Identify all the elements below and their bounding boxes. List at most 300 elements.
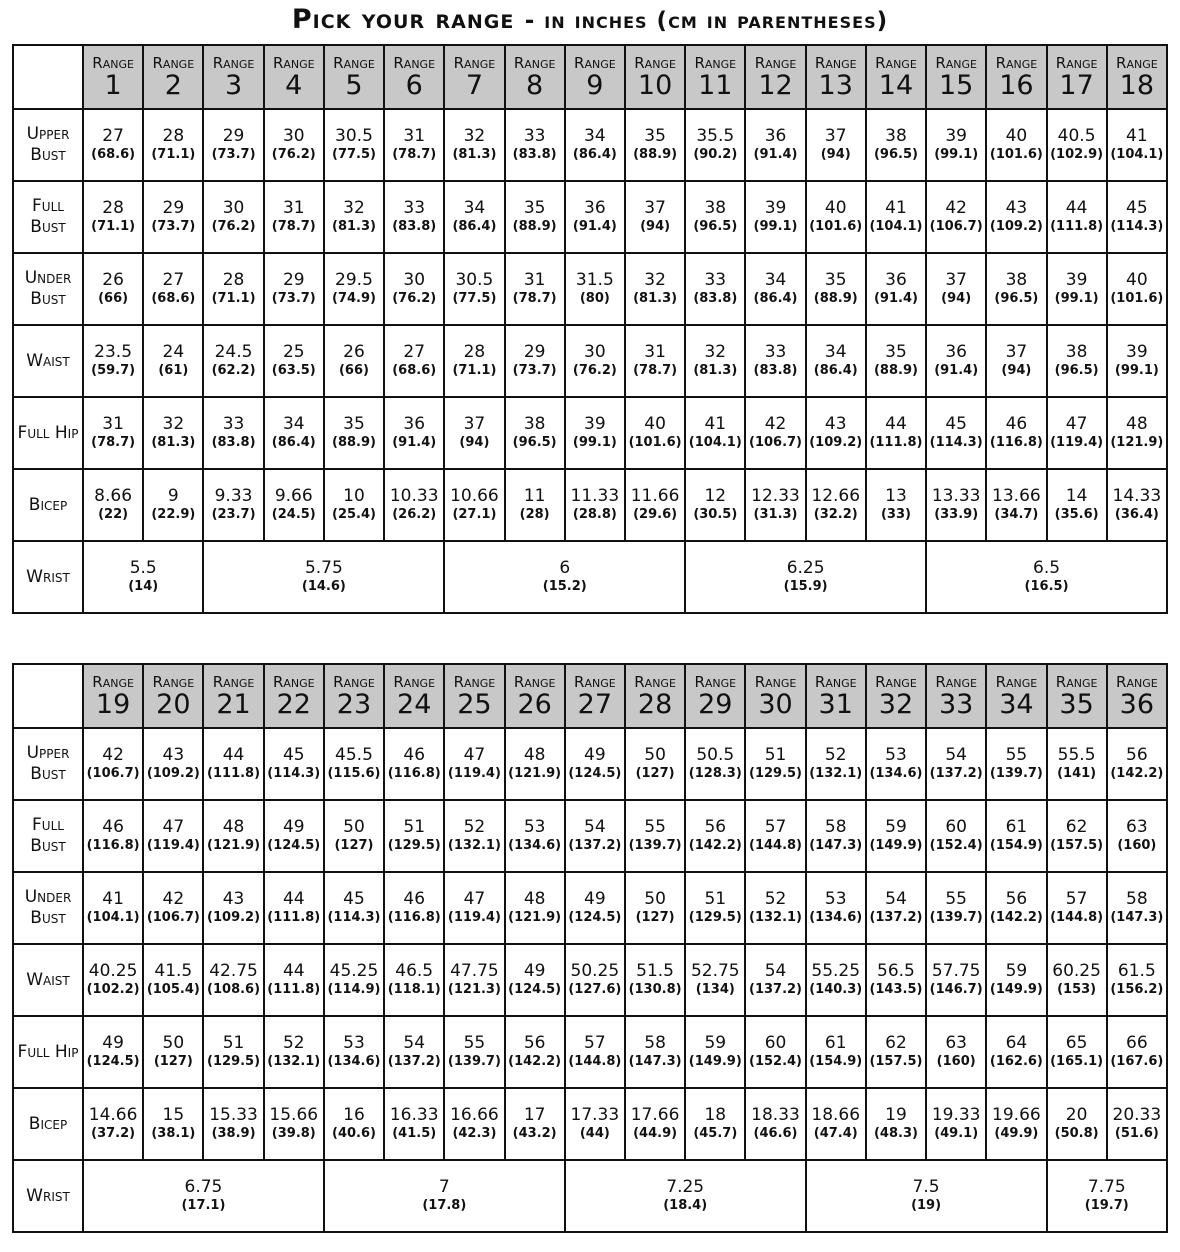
value-cm: (73.7) bbox=[271, 291, 316, 306]
value-inches: 13 bbox=[885, 486, 907, 506]
table-cell bbox=[685, 944, 745, 1016]
value-inches: 41.5 bbox=[154, 961, 193, 981]
value-cm: (111.8) bbox=[1050, 219, 1104, 234]
range-header bbox=[926, 45, 986, 109]
table-cell bbox=[1047, 109, 1107, 181]
table-cell bbox=[745, 181, 805, 253]
range-word: Range bbox=[92, 673, 134, 691]
value-cm: (139.7) bbox=[929, 910, 983, 925]
value-inches: 60 bbox=[764, 1033, 787, 1053]
range-word: Range bbox=[1055, 54, 1098, 72]
value-inches: 29 bbox=[162, 198, 185, 218]
value-inches: 5.75 bbox=[304, 558, 343, 578]
value-cm: (71.1) bbox=[452, 363, 497, 378]
value-cm: (22.9) bbox=[151, 507, 196, 522]
value-cm: (96.5) bbox=[873, 147, 918, 162]
table-cell bbox=[324, 325, 384, 397]
value-inches: 6 bbox=[559, 558, 571, 578]
table-cell bbox=[986, 181, 1046, 253]
value-inches: 18 bbox=[704, 1105, 727, 1125]
value-cm: (15.9) bbox=[783, 579, 828, 594]
value-cm: (156.2) bbox=[1110, 982, 1164, 997]
value-inches: 38 bbox=[1065, 342, 1088, 362]
row-label-full-bust: Full Bust bbox=[13, 181, 83, 253]
table-cell bbox=[264, 1016, 324, 1088]
value-cm: (28) bbox=[519, 507, 550, 522]
value-cm: (99.1) bbox=[572, 435, 617, 450]
value-cm: (81.3) bbox=[332, 219, 376, 234]
range-number: 34 bbox=[999, 689, 1034, 720]
row-label-under-bust: Under Bust bbox=[13, 253, 83, 325]
value-inches: 54 bbox=[945, 745, 967, 765]
value-cm: (106.7) bbox=[86, 766, 140, 781]
range-word: Range bbox=[1055, 673, 1098, 691]
value-inches: 20 bbox=[1065, 1105, 1088, 1125]
table-cell bbox=[565, 1016, 625, 1088]
table-cell bbox=[565, 181, 625, 253]
range-header bbox=[83, 45, 143, 109]
table-cell bbox=[203, 397, 263, 469]
range-number: 18 bbox=[1119, 70, 1155, 101]
table-cell bbox=[806, 109, 866, 181]
range-word: Range bbox=[1116, 673, 1158, 691]
row-label-upper-bust: Upper Bust bbox=[13, 109, 83, 181]
value-inches: 54 bbox=[764, 961, 787, 981]
value-inches: 42.75 bbox=[209, 961, 258, 981]
table-cell bbox=[444, 469, 504, 541]
header-row bbox=[13, 664, 1167, 728]
value-inches: 15.33 bbox=[209, 1105, 258, 1125]
table-cell bbox=[866, 800, 926, 872]
value-cm: (102.2) bbox=[86, 982, 140, 997]
row-label-waist: Waist bbox=[13, 944, 83, 1016]
value-cm: (128.3) bbox=[688, 766, 742, 781]
range-header bbox=[685, 664, 745, 728]
value-cm: (62.2) bbox=[211, 363, 256, 378]
table-cell bbox=[926, 872, 986, 944]
header-corner bbox=[13, 664, 83, 728]
range-word: Range bbox=[935, 54, 977, 72]
value-cm: (132.1) bbox=[749, 910, 803, 925]
range-word: Range bbox=[995, 673, 1038, 691]
value-cm: (23.7) bbox=[211, 507, 256, 522]
value-inches: 7.75 bbox=[1087, 1177, 1126, 1197]
value-inches: 57 bbox=[764, 817, 787, 837]
value-cm: (137.2) bbox=[387, 1054, 441, 1069]
value-cm: (78.7) bbox=[392, 147, 437, 162]
value-cm: (101.6) bbox=[809, 219, 863, 234]
table-cell bbox=[625, 800, 685, 872]
table-cell bbox=[1107, 397, 1167, 469]
value-cm: (38.9) bbox=[211, 1126, 256, 1141]
value-inches: 51 bbox=[704, 889, 727, 909]
value-cm: (94) bbox=[1001, 363, 1032, 378]
table-cell bbox=[1107, 109, 1167, 181]
value-cm: (91.4) bbox=[572, 219, 617, 234]
range-header bbox=[264, 45, 324, 109]
value-cm: (86.4) bbox=[572, 147, 617, 162]
table-cell bbox=[625, 872, 685, 944]
table-cell bbox=[565, 728, 625, 800]
value-cm: (29.6) bbox=[633, 507, 678, 522]
value-cm: (68.6) bbox=[151, 291, 196, 306]
value-inches: 55 bbox=[1005, 745, 1028, 765]
value-inches: 59 bbox=[1005, 961, 1028, 981]
table-cell bbox=[143, 800, 203, 872]
value-inches: 47 bbox=[162, 817, 185, 837]
table-cell bbox=[685, 325, 745, 397]
value-cm: (134.6) bbox=[809, 910, 863, 925]
value-inches: 36 bbox=[945, 342, 967, 362]
table-cell bbox=[505, 800, 565, 872]
table-cell bbox=[264, 1088, 324, 1160]
value-inches: 53 bbox=[523, 817, 546, 837]
value-inches: 34 bbox=[824, 342, 847, 362]
value-cm: (14.6) bbox=[301, 579, 346, 594]
range-number: 20 bbox=[156, 689, 191, 720]
table-cell bbox=[384, 181, 444, 253]
value-cm: (77.5) bbox=[332, 147, 376, 162]
value-cm: (14) bbox=[128, 579, 159, 594]
value-cm: (149.9) bbox=[688, 1054, 742, 1069]
range-number: 5 bbox=[345, 70, 363, 101]
value-cm: (139.7) bbox=[628, 838, 682, 853]
table-cell bbox=[203, 181, 263, 253]
value-inches: 35 bbox=[343, 414, 365, 434]
value-inches: 47 bbox=[1065, 414, 1088, 434]
value-inches: 45 bbox=[945, 414, 967, 434]
table-cell bbox=[806, 1016, 866, 1088]
range-header bbox=[384, 45, 444, 109]
range-word: Range bbox=[935, 673, 977, 691]
value-inches: 33 bbox=[403, 198, 426, 218]
value-cm: (147.3) bbox=[628, 1054, 682, 1069]
measurement-row bbox=[13, 1016, 1167, 1088]
table-cell bbox=[986, 253, 1046, 325]
value-inches: 60 bbox=[945, 817, 967, 837]
value-cm: (124.5) bbox=[508, 982, 562, 997]
wrist-cell bbox=[83, 1160, 324, 1232]
table-cell bbox=[83, 800, 143, 872]
value-cm: (63.5) bbox=[271, 363, 316, 378]
table-cell bbox=[505, 397, 565, 469]
value-cm: (111.8) bbox=[207, 766, 261, 781]
value-cm: (160) bbox=[936, 1054, 976, 1069]
table-cell bbox=[685, 728, 745, 800]
value-cm: (118.1) bbox=[387, 982, 441, 997]
value-cm: (111.8) bbox=[267, 982, 321, 997]
value-cm: (49.9) bbox=[994, 1126, 1039, 1141]
table-cell bbox=[384, 800, 444, 872]
table-cell bbox=[143, 944, 203, 1016]
value-inches: 51 bbox=[222, 1033, 245, 1053]
table-cell bbox=[565, 325, 625, 397]
range-header bbox=[625, 45, 685, 109]
value-cm: (41.5) bbox=[392, 1126, 437, 1141]
range-number: 32 bbox=[878, 689, 914, 720]
table-cell bbox=[986, 325, 1046, 397]
row-label-full-hip: Full Hip bbox=[13, 1016, 83, 1088]
table-cell bbox=[203, 469, 263, 541]
table-cell bbox=[625, 1016, 685, 1088]
wrist-cell bbox=[203, 541, 444, 613]
range-number: 24 bbox=[397, 689, 432, 720]
value-inches: 46 bbox=[403, 745, 426, 765]
range-word: Range bbox=[694, 54, 737, 72]
value-inches: 46 bbox=[102, 817, 124, 837]
value-inches: 53 bbox=[824, 889, 847, 909]
value-inches: 46 bbox=[403, 889, 426, 909]
table-cell bbox=[324, 728, 384, 800]
value-inches: 60.25 bbox=[1052, 961, 1101, 981]
value-inches: 38 bbox=[885, 126, 907, 146]
measurement-row bbox=[13, 944, 1167, 1016]
value-inches: 63 bbox=[1126, 817, 1148, 837]
value-inches: 54 bbox=[885, 889, 907, 909]
table-cell bbox=[866, 1016, 926, 1088]
value-inches: 37 bbox=[1005, 342, 1028, 362]
value-inches: 19 bbox=[885, 1105, 907, 1125]
value-inches: 63 bbox=[945, 1033, 967, 1053]
wrist-cell bbox=[926, 541, 1167, 613]
value-cm: (99.1) bbox=[1054, 291, 1099, 306]
value-cm: (137.2) bbox=[869, 910, 923, 925]
value-inches: 9.66 bbox=[274, 486, 313, 506]
table-cell bbox=[143, 1016, 203, 1088]
value-cm: (121.9) bbox=[207, 838, 261, 853]
value-inches: 37 bbox=[945, 270, 967, 290]
range-word: Range bbox=[513, 673, 556, 691]
range-header bbox=[565, 664, 625, 728]
value-inches: 50 bbox=[644, 745, 666, 765]
table-cell bbox=[505, 181, 565, 253]
value-inches: 56 bbox=[1126, 745, 1148, 765]
table-cell bbox=[685, 800, 745, 872]
table-cell bbox=[1047, 1088, 1107, 1160]
table-cell bbox=[203, 872, 263, 944]
range-header bbox=[324, 45, 384, 109]
value-inches: 41 bbox=[885, 198, 907, 218]
table-cell bbox=[264, 469, 324, 541]
value-inches: 33 bbox=[764, 342, 787, 362]
value-inches: 33 bbox=[222, 414, 245, 434]
value-cm: (44) bbox=[579, 1126, 610, 1141]
value-cm: (88.9) bbox=[332, 435, 376, 450]
table-cell bbox=[505, 872, 565, 944]
value-cm: (83.8) bbox=[693, 291, 738, 306]
value-cm: (43.2) bbox=[512, 1126, 557, 1141]
value-inches: 28 bbox=[222, 270, 245, 290]
table-cell bbox=[1047, 469, 1107, 541]
value-inches: 36 bbox=[403, 414, 426, 434]
value-inches: 58 bbox=[1126, 889, 1148, 909]
value-inches: 6.25 bbox=[786, 558, 825, 578]
table-cell bbox=[264, 728, 324, 800]
value-inches: 50 bbox=[162, 1033, 185, 1053]
table-cell bbox=[264, 800, 324, 872]
value-cm: (154.9) bbox=[989, 838, 1043, 853]
table-cell bbox=[1047, 253, 1107, 325]
table-cell bbox=[83, 728, 143, 800]
value-inches: 34 bbox=[584, 126, 606, 146]
measurement-row bbox=[13, 109, 1167, 181]
value-inches: 35 bbox=[644, 126, 666, 146]
value-inches: 55.25 bbox=[811, 961, 861, 981]
value-inches: 44 bbox=[282, 889, 305, 909]
table-cell bbox=[986, 872, 1046, 944]
table-cell bbox=[866, 728, 926, 800]
value-cm: (91.4) bbox=[392, 435, 437, 450]
value-inches: 39 bbox=[1126, 342, 1148, 362]
value-inches: 56 bbox=[704, 817, 727, 837]
range-word: Range bbox=[513, 54, 556, 72]
range-header bbox=[625, 664, 685, 728]
value-inches: 17 bbox=[523, 1105, 546, 1125]
table-cell bbox=[83, 253, 143, 325]
value-cm: (83.8) bbox=[753, 363, 798, 378]
table-cell bbox=[685, 469, 745, 541]
value-inches: 28 bbox=[102, 198, 124, 218]
range-number: 4 bbox=[285, 70, 303, 101]
table-cell bbox=[83, 181, 143, 253]
value-inches: 59 bbox=[885, 817, 907, 837]
range-word: Range bbox=[92, 54, 134, 72]
table-cell bbox=[264, 325, 324, 397]
value-inches: 32 bbox=[644, 270, 666, 290]
table-cell bbox=[1107, 872, 1167, 944]
table-cell bbox=[1107, 1016, 1167, 1088]
value-cm: (129.5) bbox=[749, 766, 803, 781]
value-inches: 54 bbox=[403, 1033, 426, 1053]
value-inches: 33 bbox=[704, 270, 727, 290]
value-inches: 41 bbox=[1126, 126, 1148, 146]
value-cm: (127) bbox=[153, 1054, 193, 1069]
range-header bbox=[1047, 45, 1107, 109]
table-cell bbox=[505, 728, 565, 800]
value-cm: (90.2) bbox=[693, 147, 738, 162]
value-inches: 13.33 bbox=[931, 486, 981, 506]
table-cell bbox=[505, 109, 565, 181]
value-cm: (51.6) bbox=[1114, 1126, 1159, 1141]
value-cm: (121.3) bbox=[447, 982, 501, 997]
value-cm: (78.7) bbox=[91, 435, 136, 450]
wrist-cell bbox=[1047, 1160, 1168, 1232]
range-word: Range bbox=[754, 673, 797, 691]
measurement-row bbox=[13, 325, 1167, 397]
table-cell bbox=[83, 944, 143, 1016]
table-cell bbox=[625, 181, 685, 253]
value-cm: (91.4) bbox=[753, 147, 798, 162]
value-cm: (25.4) bbox=[332, 507, 376, 522]
wrist-cell bbox=[83, 541, 203, 613]
range-header bbox=[685, 45, 745, 109]
table-cell bbox=[324, 469, 384, 541]
value-inches: 49 bbox=[523, 961, 546, 981]
range-number: 3 bbox=[224, 70, 243, 101]
row-label-full-bust: Full Bust bbox=[13, 800, 83, 872]
value-cm: (80) bbox=[579, 291, 610, 306]
value-cm: (124.5) bbox=[568, 766, 622, 781]
value-cm: (94) bbox=[640, 219, 671, 234]
value-inches: 30 bbox=[282, 126, 305, 146]
table-cell bbox=[926, 253, 986, 325]
value-inches: 50.25 bbox=[570, 961, 620, 981]
wrist-cell bbox=[685, 541, 926, 613]
value-cm: (116.8) bbox=[86, 838, 140, 853]
table-cell bbox=[1047, 728, 1107, 800]
value-inches: 55 bbox=[644, 817, 666, 837]
value-inches: 62 bbox=[1065, 817, 1088, 837]
table-cell bbox=[505, 944, 565, 1016]
range-word: Range bbox=[272, 54, 315, 72]
value-inches: 51.5 bbox=[636, 961, 674, 981]
value-inches: 58 bbox=[644, 1033, 666, 1053]
range-word: Range bbox=[754, 54, 797, 72]
value-inches: 27 bbox=[403, 342, 426, 362]
table-cell bbox=[384, 325, 444, 397]
value-inches: 48 bbox=[523, 889, 546, 909]
table-cell bbox=[986, 728, 1046, 800]
table-cell bbox=[444, 253, 504, 325]
value-cm: (153) bbox=[1057, 982, 1097, 997]
title-sub: - in inches (cm in parentheses) bbox=[524, 8, 889, 34]
value-cm: (47.4) bbox=[813, 1126, 858, 1141]
value-inches: 27 bbox=[162, 270, 185, 290]
table-cell bbox=[926, 181, 986, 253]
value-inches: 42 bbox=[102, 745, 124, 765]
measurement-row bbox=[13, 397, 1167, 469]
value-inches: 30.5 bbox=[455, 270, 494, 290]
value-cm: (167.6) bbox=[1110, 1054, 1164, 1069]
value-cm: (22) bbox=[98, 507, 129, 522]
value-inches: 45.25 bbox=[329, 961, 379, 981]
value-cm: (154.9) bbox=[809, 1054, 863, 1069]
value-inches: 15 bbox=[162, 1105, 185, 1125]
value-inches: 56 bbox=[1005, 889, 1028, 909]
table-cell bbox=[444, 800, 504, 872]
value-cm: (124.5) bbox=[267, 838, 321, 853]
value-cm: (119.4) bbox=[447, 910, 501, 925]
table-cell bbox=[143, 1088, 203, 1160]
value-inches: 51 bbox=[764, 745, 787, 765]
value-inches: 49 bbox=[102, 1033, 124, 1053]
table-cell bbox=[986, 1016, 1046, 1088]
row-label-under-bust: Under Bust bbox=[13, 872, 83, 944]
range-word: Range bbox=[995, 54, 1038, 72]
table-cell bbox=[83, 1016, 143, 1088]
table-cell bbox=[986, 469, 1046, 541]
table-cell bbox=[866, 397, 926, 469]
value-cm: (134) bbox=[695, 982, 735, 997]
table-cell bbox=[444, 944, 504, 1016]
range-number: 25 bbox=[457, 689, 492, 720]
row-label-waist: Waist bbox=[13, 325, 83, 397]
range-number: 30 bbox=[758, 689, 793, 720]
value-inches: 39 bbox=[764, 198, 787, 218]
value-inches: 30 bbox=[584, 342, 606, 362]
wrist-cell bbox=[565, 1160, 806, 1232]
table-cell bbox=[565, 944, 625, 1016]
table-cell bbox=[806, 800, 866, 872]
table-cell bbox=[505, 325, 565, 397]
table-cell bbox=[444, 1016, 504, 1088]
value-inches: 65 bbox=[1065, 1033, 1088, 1053]
value-cm: (152.4) bbox=[929, 838, 983, 853]
value-inches: 40.5 bbox=[1057, 126, 1096, 146]
value-cm: (76.2) bbox=[572, 363, 617, 378]
table-cell bbox=[505, 1088, 565, 1160]
value-inches: 48 bbox=[222, 817, 245, 837]
